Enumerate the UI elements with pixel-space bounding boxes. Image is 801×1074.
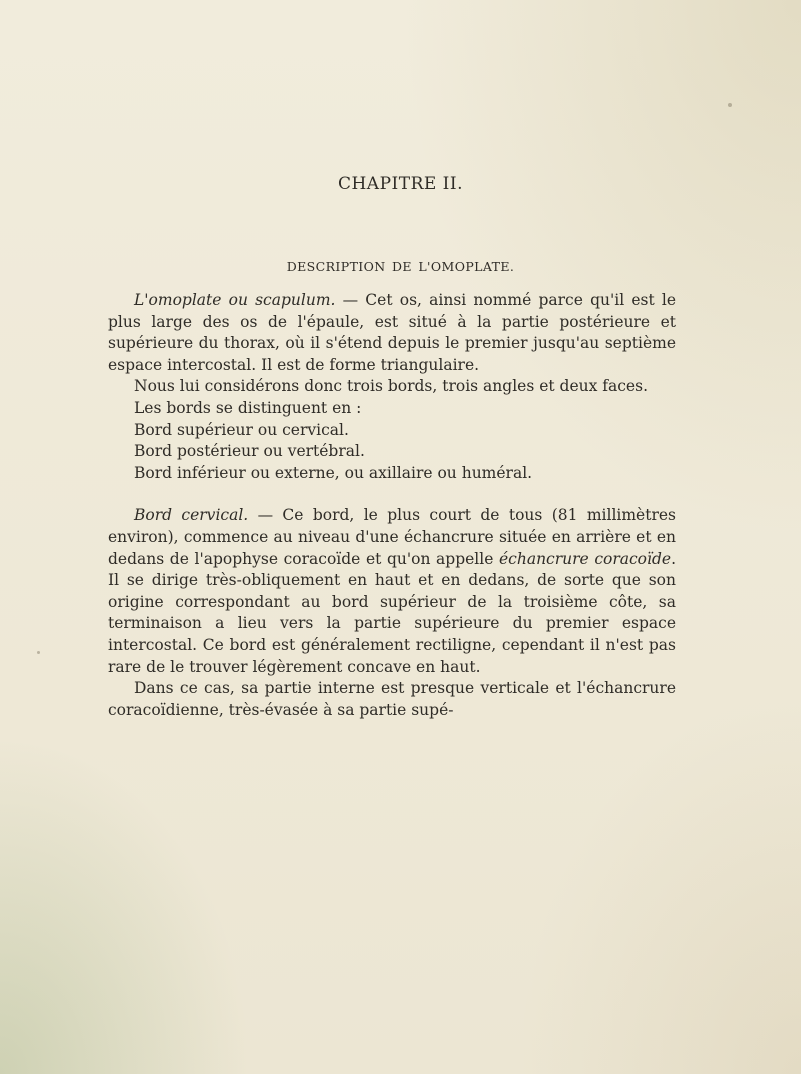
term-echancrure: échancrure coracoïde xyxy=(499,549,672,568)
paragraph-bord-cervical-text-b: . Il se dirige très-obliquement en haut et en dedans, de sorte que son origine correspondant au bord supérieur de la troisième côte, sa terminaison a lieu vers la partie supérieure du premier espace intercostal. Ce bord est généralement rectiligne, cependant il n'est pas rare de le trouver légèrement concave en haut. xyxy=(108,549,676,676)
paragraph-bord-cervical-text-a: — Ce bord, le plus court de tous (81 millimètres environ), commence au niveau d'une échancrure située en arrière et en dedans de l'apophyse coracoïde et qu'on appelle xyxy=(108,506,676,568)
lead-bord-cervical: Bord cervical. xyxy=(134,506,249,525)
list-item-posterior: Bord postérieur ou vertébral. xyxy=(134,442,365,461)
paper-speck xyxy=(37,651,40,654)
list-intro: Les bords se distinguent en : xyxy=(134,398,362,417)
paragraph-considerations: Nous lui considérons donc trois bords, trois angles et deux faces. xyxy=(134,377,648,396)
section-title: DESCRIPTION DE L'OMOPLATE. xyxy=(286,259,515,274)
list-item-superior: Bord supérieur ou cervical. xyxy=(134,420,349,439)
lead-omoplate: L'omoplate ou scapulum. xyxy=(134,291,336,309)
paragraph-dans-ce-cas: Dans ce cas, sa partie interne est presque verticale et l'échancrure coracoïdienne, très-évasée à sa partie supé- xyxy=(108,679,676,719)
paragraph-omoplate-text: — Cet os, ainsi nommé parce qu'il est le plus large des os de l'épaule, est situé à la partie postérieure et supérieure du thorax, où il s'étend depuis le premier jusqu'au septième espace intercostal. Il est de forme triangulaire. xyxy=(108,291,676,374)
paragraph-bord-cervical xyxy=(108,505,676,678)
paragraph-omoplate xyxy=(108,290,676,376)
body-text xyxy=(108,290,676,721)
chapter-title: CHAPITRE II. xyxy=(337,174,464,194)
list-item-inferior: Bord inférieur ou externe, ou axillaire ou huméral. xyxy=(134,463,533,482)
paper-speck xyxy=(728,103,732,107)
